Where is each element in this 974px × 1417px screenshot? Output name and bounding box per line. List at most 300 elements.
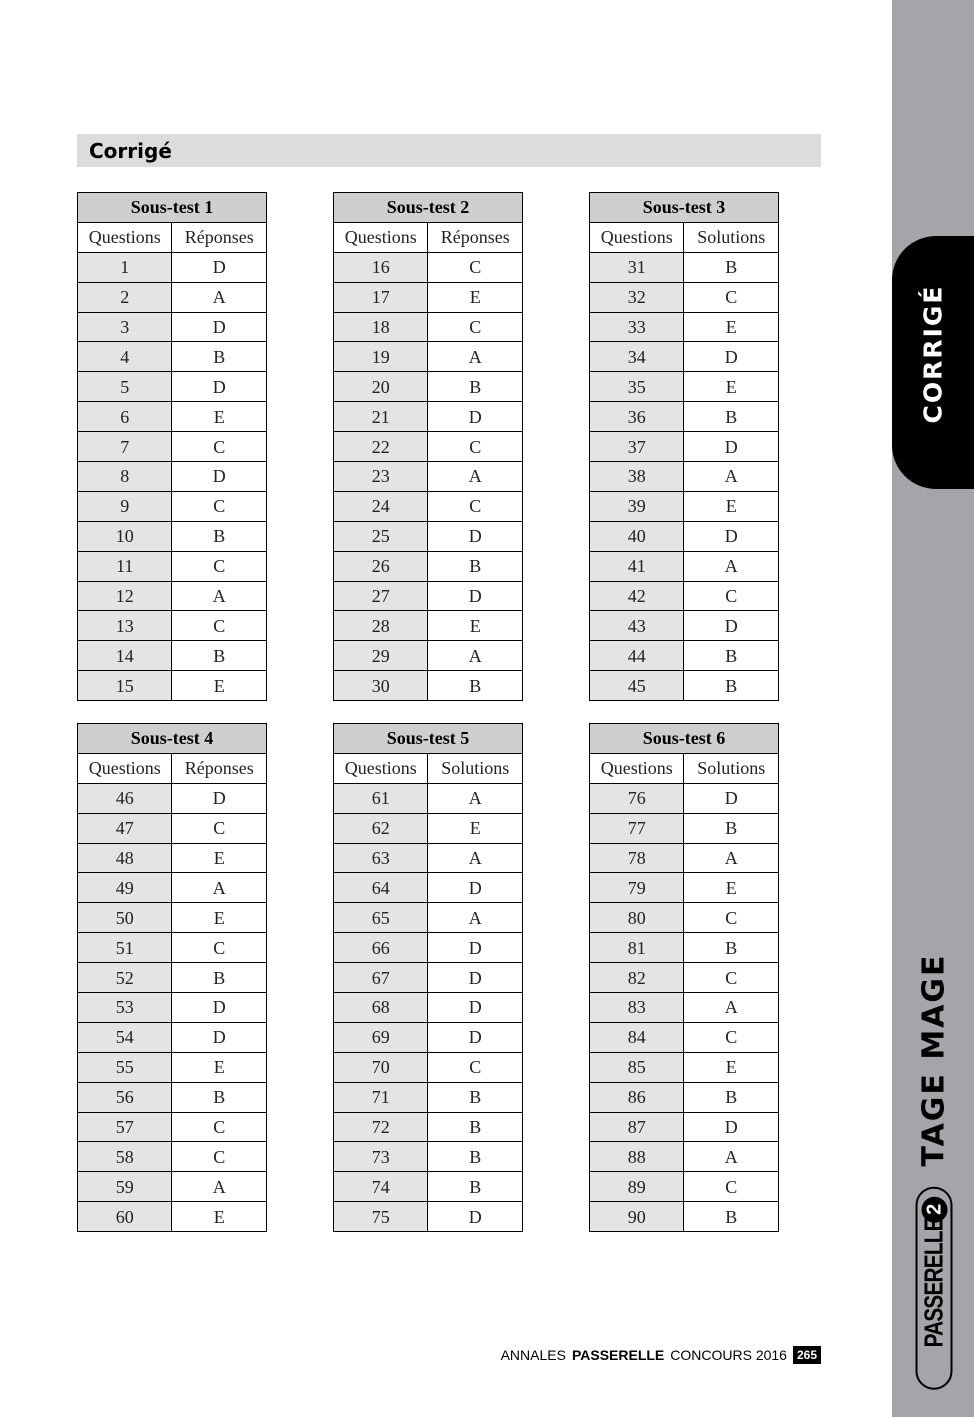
- question-number: 39: [590, 491, 684, 521]
- question-number: 28: [334, 611, 428, 641]
- answer-letter: E: [172, 402, 267, 432]
- answer-letter: B: [172, 963, 267, 993]
- question-number: 54: [78, 1022, 172, 1052]
- question-number: 64: [334, 873, 428, 903]
- table-row: [590, 1172, 779, 1202]
- page-number: 265: [793, 1346, 821, 1364]
- answer-letter: B: [172, 342, 267, 372]
- answer-letter: D: [428, 933, 523, 963]
- question-number: 32: [590, 282, 684, 312]
- table-row: [78, 843, 267, 873]
- answer-letter: C: [428, 491, 523, 521]
- table-row: [334, 611, 523, 641]
- answer-letter: B: [428, 372, 523, 402]
- table-row: [78, 813, 267, 843]
- answer-letter: A: [428, 462, 523, 492]
- question-number: 7: [78, 432, 172, 462]
- table-row: [334, 1112, 523, 1142]
- answer-letter: E: [684, 873, 779, 903]
- question-number: 20: [334, 372, 428, 402]
- question-number: 3: [78, 312, 172, 342]
- answer-letter: D: [172, 312, 267, 342]
- answer-table-1: [77, 192, 267, 701]
- table-row: [78, 491, 267, 521]
- answer-letter: D: [428, 993, 523, 1023]
- table-row: [334, 432, 523, 462]
- answer-letter: C: [172, 1142, 267, 1172]
- table-row: [334, 402, 523, 432]
- question-number: 46: [78, 783, 172, 813]
- answer-letter: C: [684, 581, 779, 611]
- answer-letter: D: [172, 252, 267, 282]
- table-row: [590, 641, 779, 671]
- table-row: [78, 402, 267, 432]
- answer-letter: A: [684, 462, 779, 492]
- question-number: 49: [78, 873, 172, 903]
- answer-letter: A: [684, 1142, 779, 1172]
- table-row: [78, 581, 267, 611]
- question-number: 27: [334, 581, 428, 611]
- column-header-answers: Réponses: [172, 222, 267, 252]
- logo-number: 2: [921, 1196, 947, 1222]
- answer-letter: D: [684, 432, 779, 462]
- answer-letter: A: [428, 342, 523, 372]
- table-row: [78, 783, 267, 813]
- answer-letter: B: [684, 252, 779, 282]
- table-row: [334, 252, 523, 282]
- question-number: 79: [590, 873, 684, 903]
- answer-letter: D: [428, 963, 523, 993]
- table-row: [78, 1082, 267, 1112]
- table-row: [78, 312, 267, 342]
- answer-letter: D: [172, 1022, 267, 1052]
- answer-letter: E: [428, 611, 523, 641]
- answer-letter: C: [172, 933, 267, 963]
- answer-letter: C: [172, 491, 267, 521]
- table-row: [334, 312, 523, 342]
- answer-letter: B: [172, 521, 267, 551]
- table-row: [590, 312, 779, 342]
- answer-letter: D: [172, 462, 267, 492]
- answer-letter: D: [428, 402, 523, 432]
- answer-letter: E: [172, 903, 267, 933]
- answer-letter: D: [172, 993, 267, 1023]
- table-title: Sous-test 4: [78, 724, 267, 754]
- question-number: 75: [334, 1202, 428, 1232]
- table-row: [78, 641, 267, 671]
- question-number: 13: [78, 611, 172, 641]
- question-number: 53: [78, 993, 172, 1023]
- table-row: [590, 933, 779, 963]
- table-title: Sous-test 2: [334, 193, 523, 223]
- answer-letter: C: [428, 432, 523, 462]
- answer-letter: B: [428, 671, 523, 701]
- table-row: [334, 491, 523, 521]
- table-row: [78, 993, 267, 1023]
- table-row: [590, 551, 779, 581]
- answer-letter: A: [172, 873, 267, 903]
- question-number: 50: [78, 903, 172, 933]
- question-number: 18: [334, 312, 428, 342]
- table-row: [78, 1172, 267, 1202]
- table-row: [334, 641, 523, 671]
- answer-letter: B: [684, 641, 779, 671]
- sidebar-tab-label: CORRIGÉ: [918, 284, 948, 424]
- answer-letter: C: [172, 551, 267, 581]
- question-number: 77: [590, 813, 684, 843]
- question-number: 10: [78, 521, 172, 551]
- question-number: 42: [590, 581, 684, 611]
- question-number: 34: [590, 342, 684, 372]
- question-number: 85: [590, 1052, 684, 1082]
- table-row: [78, 432, 267, 462]
- question-number: 47: [78, 813, 172, 843]
- question-number: 41: [590, 551, 684, 581]
- table-row: [590, 1202, 779, 1232]
- column-header-answers: Réponses: [428, 222, 523, 252]
- table-row: [334, 521, 523, 551]
- question-number: 25: [334, 521, 428, 551]
- question-number: 69: [334, 1022, 428, 1052]
- column-header-questions: Questions: [590, 222, 684, 252]
- table-row: [78, 521, 267, 551]
- table-row: [334, 1142, 523, 1172]
- question-number: 37: [590, 432, 684, 462]
- answer-letter: D: [172, 372, 267, 402]
- table-row: [590, 873, 779, 903]
- table-row: [78, 372, 267, 402]
- answer-table-6: [589, 723, 779, 1232]
- answer-letter: B: [684, 1202, 779, 1232]
- answer-letter: E: [428, 282, 523, 312]
- question-number: 24: [334, 491, 428, 521]
- answer-letter: C: [172, 611, 267, 641]
- answer-letter: C: [172, 813, 267, 843]
- answer-letter: B: [428, 1142, 523, 1172]
- table-row: [334, 462, 523, 492]
- answer-letter: B: [684, 1082, 779, 1112]
- table-title: Sous-test 1: [78, 193, 267, 223]
- table-row: [334, 783, 523, 813]
- question-number: 67: [334, 963, 428, 993]
- table-row: [334, 581, 523, 611]
- column-header-questions: Questions: [590, 753, 684, 783]
- answer-table-5: [333, 723, 523, 1232]
- table-row: [334, 963, 523, 993]
- answer-letter: C: [684, 1022, 779, 1052]
- answer-letter: C: [684, 282, 779, 312]
- question-number: 81: [590, 933, 684, 963]
- answer-letter: A: [684, 551, 779, 581]
- question-number: 90: [590, 1202, 684, 1232]
- question-number: 36: [590, 402, 684, 432]
- answer-letter: E: [428, 813, 523, 843]
- table-title: Sous-test 6: [590, 724, 779, 754]
- table-row: [590, 783, 779, 813]
- answer-letter: D: [428, 581, 523, 611]
- question-number: 33: [590, 312, 684, 342]
- answer-letter: C: [172, 1112, 267, 1142]
- question-number: 48: [78, 843, 172, 873]
- answer-letter: D: [684, 783, 779, 813]
- table-row: [334, 1202, 523, 1232]
- question-number: 68: [334, 993, 428, 1023]
- question-number: 88: [590, 1142, 684, 1172]
- table-row: [78, 462, 267, 492]
- question-number: 58: [78, 1142, 172, 1172]
- table-row: [334, 282, 523, 312]
- question-number: 16: [334, 252, 428, 282]
- question-number: 80: [590, 903, 684, 933]
- answer-letter: B: [172, 641, 267, 671]
- answer-letter: C: [684, 903, 779, 933]
- answer-letter: E: [684, 312, 779, 342]
- answer-letter: B: [172, 1082, 267, 1112]
- question-number: 87: [590, 1112, 684, 1142]
- answer-letter: A: [428, 641, 523, 671]
- table-row: [334, 342, 523, 372]
- question-number: 61: [334, 783, 428, 813]
- question-number: 2: [78, 282, 172, 312]
- question-number: 55: [78, 1052, 172, 1082]
- question-number: 52: [78, 963, 172, 993]
- answer-letter: D: [684, 521, 779, 551]
- table-row: [78, 1022, 267, 1052]
- table-row: [78, 903, 267, 933]
- table-title: Sous-test 3: [590, 193, 779, 223]
- answer-letter: D: [428, 873, 523, 903]
- answer-table-3: [589, 192, 779, 701]
- question-number: 12: [78, 581, 172, 611]
- table-row: [590, 372, 779, 402]
- question-number: 23: [334, 462, 428, 492]
- question-number: 62: [334, 813, 428, 843]
- page-footer: [501, 1346, 821, 1364]
- question-number: 29: [334, 641, 428, 671]
- table-row: [334, 933, 523, 963]
- section-header: [77, 134, 821, 167]
- table-row: [590, 402, 779, 432]
- answer-letter: E: [172, 843, 267, 873]
- table-row: [590, 491, 779, 521]
- table-row: [78, 873, 267, 903]
- question-number: 71: [334, 1082, 428, 1112]
- answer-letter: A: [172, 1172, 267, 1202]
- question-number: 31: [590, 252, 684, 282]
- answer-letter: D: [428, 521, 523, 551]
- answer-letter: B: [428, 1112, 523, 1142]
- table-row: [590, 1142, 779, 1172]
- question-number: 19: [334, 342, 428, 372]
- answer-letter: D: [684, 611, 779, 641]
- question-number: 5: [78, 372, 172, 402]
- table-row: [590, 1112, 779, 1142]
- question-number: 1: [78, 252, 172, 282]
- table-row: [334, 843, 523, 873]
- table-row: [590, 432, 779, 462]
- answer-table-2: [333, 192, 523, 701]
- question-number: 59: [78, 1172, 172, 1202]
- question-number: 89: [590, 1172, 684, 1202]
- table-row: [334, 813, 523, 843]
- answer-letter: D: [684, 1112, 779, 1142]
- answer-letter: A: [428, 783, 523, 813]
- question-number: 86: [590, 1082, 684, 1112]
- table-row: [78, 1142, 267, 1172]
- table-row: [590, 521, 779, 551]
- answer-letter: A: [172, 581, 267, 611]
- answer-table-4: [77, 723, 267, 1232]
- question-number: 78: [590, 843, 684, 873]
- table-row: [590, 813, 779, 843]
- column-header-questions: Questions: [78, 753, 172, 783]
- table-row: [590, 1082, 779, 1112]
- answer-letter: B: [428, 1082, 523, 1112]
- column-header-questions: Questions: [334, 222, 428, 252]
- question-number: 74: [334, 1172, 428, 1202]
- table-row: [590, 462, 779, 492]
- answer-letter: E: [172, 671, 267, 701]
- section-title: Corrigé: [89, 139, 172, 163]
- question-number: 35: [590, 372, 684, 402]
- question-number: 51: [78, 933, 172, 963]
- answer-letter: C: [428, 252, 523, 282]
- table-row: [78, 1052, 267, 1082]
- column-header-answers: Solutions: [684, 753, 779, 783]
- table-row: [590, 611, 779, 641]
- table-row: [334, 903, 523, 933]
- table-row: [78, 282, 267, 312]
- table-row: [590, 282, 779, 312]
- table-row: [334, 873, 523, 903]
- table-row: [78, 551, 267, 581]
- column-header-answers: Solutions: [428, 753, 523, 783]
- table-row: [78, 1202, 267, 1232]
- answer-letter: B: [684, 402, 779, 432]
- table-row: [590, 342, 779, 372]
- footer-prefix: ANNALES: [500, 1347, 566, 1363]
- question-number: 84: [590, 1022, 684, 1052]
- table-row: [78, 252, 267, 282]
- table-row: [78, 611, 267, 641]
- question-number: 4: [78, 342, 172, 372]
- question-number: 8: [78, 462, 172, 492]
- table-row: [590, 903, 779, 933]
- table-row: [78, 671, 267, 701]
- table-row: [334, 1052, 523, 1082]
- question-number: 72: [334, 1112, 428, 1142]
- question-number: 73: [334, 1142, 428, 1172]
- answer-letter: C: [684, 1172, 779, 1202]
- answer-letter: E: [172, 1202, 267, 1232]
- column-header-answers: Réponses: [172, 753, 267, 783]
- logo-text: PASSERELLE: [918, 1218, 949, 1348]
- answer-letter: A: [428, 903, 523, 933]
- table-row: [590, 843, 779, 873]
- answer-letter: B: [684, 813, 779, 843]
- table-row: [334, 372, 523, 402]
- table-row: [590, 963, 779, 993]
- question-number: 44: [590, 641, 684, 671]
- footer-suffix: CONCOURS 2016: [670, 1347, 787, 1363]
- question-number: 26: [334, 551, 428, 581]
- table-row: [590, 671, 779, 701]
- question-number: 6: [78, 402, 172, 432]
- answer-letter: E: [684, 372, 779, 402]
- answer-letter: A: [684, 993, 779, 1023]
- question-number: 21: [334, 402, 428, 432]
- question-number: 22: [334, 432, 428, 462]
- table-row: [334, 671, 523, 701]
- table-row: [334, 1172, 523, 1202]
- question-number: 82: [590, 963, 684, 993]
- answer-letter: E: [684, 491, 779, 521]
- table-row: [334, 1022, 523, 1052]
- answer-letter: B: [428, 551, 523, 581]
- column-header-questions: Questions: [78, 222, 172, 252]
- table-row: [590, 1022, 779, 1052]
- answer-letter: C: [684, 963, 779, 993]
- question-number: 30: [334, 671, 428, 701]
- answer-letter: C: [172, 432, 267, 462]
- question-number: 11: [78, 551, 172, 581]
- table-title: Sous-test 5: [334, 724, 523, 754]
- table-row: [590, 581, 779, 611]
- table-row: [334, 1082, 523, 1112]
- answer-letter: D: [428, 1202, 523, 1232]
- table-row: [78, 342, 267, 372]
- question-number: 60: [78, 1202, 172, 1232]
- answer-letter: A: [172, 282, 267, 312]
- question-number: 65: [334, 903, 428, 933]
- question-number: 9: [78, 491, 172, 521]
- question-number: 57: [78, 1112, 172, 1142]
- question-number: 38: [590, 462, 684, 492]
- question-number: 45: [590, 671, 684, 701]
- question-number: 17: [334, 282, 428, 312]
- question-number: 83: [590, 993, 684, 1023]
- table-row: [590, 252, 779, 282]
- table-row: [78, 963, 267, 993]
- question-number: 56: [78, 1082, 172, 1112]
- footer-brand: PASSERELLE: [571, 1347, 665, 1363]
- answer-letter: B: [684, 671, 779, 701]
- answer-letter: B: [684, 933, 779, 963]
- question-number: 40: [590, 521, 684, 551]
- passerelle-logo: [916, 1186, 953, 1389]
- answer-letter: D: [684, 342, 779, 372]
- table-row: [590, 1052, 779, 1082]
- question-number: 66: [334, 933, 428, 963]
- question-number: 63: [334, 843, 428, 873]
- answer-letter: C: [428, 312, 523, 342]
- answer-letter: C: [428, 1052, 523, 1082]
- table-row: [78, 933, 267, 963]
- answer-letter: A: [684, 843, 779, 873]
- question-number: 14: [78, 641, 172, 671]
- table-row: [334, 993, 523, 1023]
- answer-letter: E: [172, 1052, 267, 1082]
- question-number: 76: [590, 783, 684, 813]
- table-row: [334, 551, 523, 581]
- answer-letter: A: [428, 843, 523, 873]
- answer-letter: E: [684, 1052, 779, 1082]
- answer-letter: D: [428, 1022, 523, 1052]
- table-row: [590, 993, 779, 1023]
- question-number: 15: [78, 671, 172, 701]
- table-row: [78, 1112, 267, 1142]
- answer-letter: D: [172, 783, 267, 813]
